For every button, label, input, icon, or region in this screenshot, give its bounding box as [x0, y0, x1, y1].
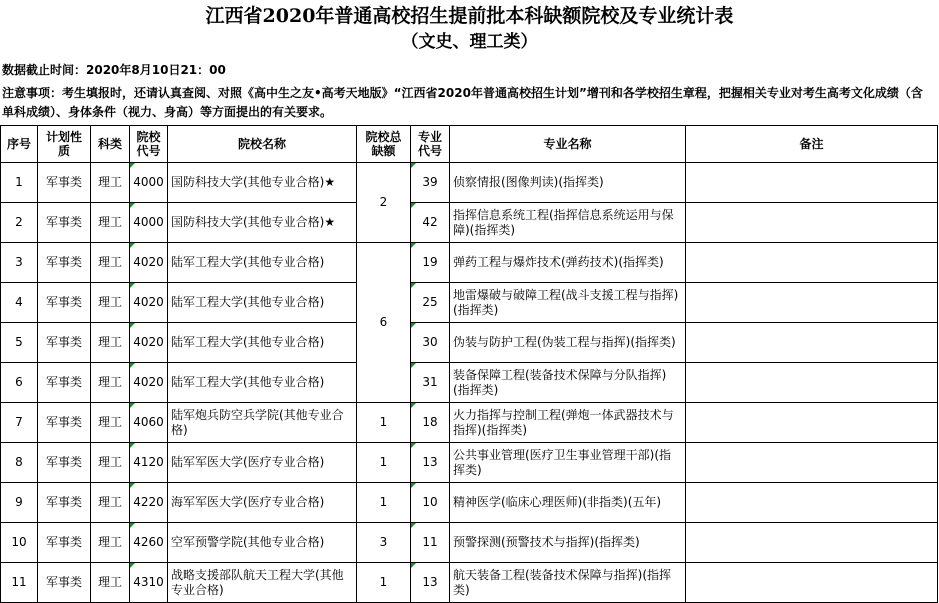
cell-major-code: 13 — [411, 563, 450, 603]
header-category: 科类 — [91, 126, 130, 163]
cell-school-code: 4310 — [130, 563, 168, 603]
cell-school-name: 陆军工程大学(其他专业合格) — [168, 323, 357, 363]
cell-school-name: 陆军工程大学(其他专业合格) — [168, 243, 357, 283]
cell-major-name: 装备保障工程(装备技术保障与分队指挥)(指挥类) — [450, 363, 686, 403]
cell-major-name: 精神医学(临床心理医师)(非指类)(五年) — [450, 483, 686, 523]
header-school-total: 院校总缺额 — [357, 126, 411, 163]
cell-school-code: 4020 — [130, 283, 168, 323]
cell-major-code: 30 — [411, 323, 450, 363]
quota-table — [0, 125, 938, 603]
cell-major-name: 公共事业管理(医疗卫生事业管理干部)(指挥类) — [450, 443, 686, 483]
table-row — [1, 323, 938, 363]
cell-school-total: 1 — [357, 563, 411, 603]
header-plan-type: 计划性质 — [38, 126, 91, 163]
cell-school-code: 4260 — [130, 523, 168, 563]
cell-category: 理工 — [91, 523, 130, 563]
cell-seq: 7 — [1, 403, 38, 443]
page-title: 江西省2020年普通高校招生提前批本科缺额院校及专业统计表 — [205, 5, 734, 27]
cell-major-code: 11 — [411, 523, 450, 563]
cell-seq: 6 — [1, 363, 38, 403]
cell-school-name: 陆军炮兵防空兵学院(其他专业合格) — [168, 403, 357, 443]
cell-seq: 3 — [1, 243, 38, 283]
cell-major-code: 18 — [411, 403, 450, 443]
cell-major-name: 预警探测(预警技术与指挥)(指挥类) — [450, 523, 686, 563]
header-remark: 备注 — [686, 126, 938, 163]
cell-major-code: 25 — [411, 283, 450, 323]
cell-school-total: 1 — [357, 443, 411, 483]
cell-plan-type: 军事类 — [38, 403, 91, 443]
cell-major-name: 航天装备工程(装备技术保障与指挥)(指挥类) — [450, 563, 686, 603]
header-major-code: 专业代号 — [411, 126, 450, 163]
header-school-code: 院校代号 — [130, 126, 168, 163]
cell-major-code: 39 — [411, 163, 450, 203]
table-row — [1, 483, 938, 523]
cell-major-code: 10 — [411, 483, 450, 523]
cell-remark — [686, 403, 938, 443]
cell-category: 理工 — [91, 243, 130, 283]
cell-school-name: 陆军军医大学(医疗专业合格) — [168, 443, 357, 483]
cell-major-name: 火力指挥与控制工程(弹炮一体武器技术与指挥)(指挥类) — [450, 403, 686, 443]
cell-school-code: 4000 — [130, 163, 168, 203]
cell-major-name: 地雷爆破与破障工程(战斗支援工程与指挥)(指挥类) — [450, 283, 686, 323]
page-subtitle: （文史、理工类） — [401, 32, 538, 52]
table-header-row — [1, 126, 938, 163]
cell-category: 理工 — [91, 323, 130, 363]
cell-seq: 1 — [1, 163, 38, 203]
cell-major-name: 侦察情报(图像判读)(指挥类) — [450, 163, 686, 203]
header-seq: 序号 — [1, 126, 38, 163]
table-row — [1, 243, 938, 283]
header-school-name: 院校名称 — [168, 126, 357, 163]
cell-plan-type: 军事类 — [38, 483, 91, 523]
cell-school-name: 战略支援部队航天工程大学(其他专业合格) — [168, 563, 357, 603]
cell-category: 理工 — [91, 483, 130, 523]
cell-major-name: 指挥信息系统工程(指挥信息系统运用与保障)(指挥类) — [450, 203, 686, 243]
cell-school-name: 国防科技大学(其他专业合格)★ — [168, 163, 357, 203]
cell-remark — [686, 483, 938, 523]
cell-seq: 2 — [1, 203, 38, 243]
notes-text: 注意事项：考生填报时，还请认真查阅、对照《高中生之友•高考天地版》“江西省2020年普通高校招生计划”增刊和各学校招生章程，把握相关专业对考生高考文化成绩（含单科成绩）、身体条件（视力、身高）等方面提出的有关要求。 — [2, 86, 923, 119]
table-row — [1, 523, 938, 563]
cell-school-code: 4220 — [130, 483, 168, 523]
cell-plan-type: 军事类 — [38, 283, 91, 323]
cell-seq: 9 — [1, 483, 38, 523]
cell-school-total: 6 — [357, 243, 411, 403]
cell-category: 理工 — [91, 443, 130, 483]
cell-plan-type: 军事类 — [38, 243, 91, 283]
cell-seq: 5 — [1, 323, 38, 363]
cell-school-total: 1 — [357, 483, 411, 523]
cell-major-code: 31 — [411, 363, 450, 403]
cell-school-code: 4020 — [130, 363, 168, 403]
cell-major-code: 19 — [411, 243, 450, 283]
cell-remark — [686, 203, 938, 243]
cell-category: 理工 — [91, 363, 130, 403]
cell-seq: 4 — [1, 283, 38, 323]
cell-category: 理工 — [91, 403, 130, 443]
cell-remark — [686, 563, 938, 603]
cell-school-name: 陆军工程大学(其他专业合格) — [168, 283, 357, 323]
cell-school-name: 空军预警学院(其他专业合格) — [168, 523, 357, 563]
cell-school-code: 4020 — [130, 243, 168, 283]
cell-plan-type: 军事类 — [38, 323, 91, 363]
cell-seq: 10 — [1, 523, 38, 563]
table-row — [1, 163, 938, 203]
cell-remark — [686, 363, 938, 403]
cell-category: 理工 — [91, 563, 130, 603]
cell-school-name: 国防科技大学(其他专业合格)★ — [168, 203, 357, 243]
cell-plan-type: 军事类 — [38, 523, 91, 563]
cell-school-code: 4020 — [130, 323, 168, 363]
cell-plan-type: 军事类 — [38, 563, 91, 603]
cell-school-total: 2 — [357, 163, 411, 243]
table-row — [1, 563, 938, 603]
cell-remark — [686, 243, 938, 283]
cell-plan-type: 军事类 — [38, 363, 91, 403]
cell-major-code: 42 — [411, 203, 450, 243]
cell-remark — [686, 163, 938, 203]
cell-remark — [686, 523, 938, 563]
table-row — [1, 443, 938, 483]
table-row — [1, 203, 938, 243]
cell-school-code: 4000 — [130, 203, 168, 243]
cell-school-code: 4060 — [130, 403, 168, 443]
cell-school-name: 陆军工程大学(其他专业合格) — [168, 363, 357, 403]
cell-category: 理工 — [91, 283, 130, 323]
cell-category: 理工 — [91, 163, 130, 203]
cell-category: 理工 — [91, 203, 130, 243]
cell-remark — [686, 443, 938, 483]
table-row — [1, 283, 938, 323]
cell-seq: 11 — [1, 563, 38, 603]
cell-school-total: 1 — [357, 403, 411, 443]
cell-remark — [686, 283, 938, 323]
cell-plan-type: 军事类 — [38, 163, 91, 203]
cell-major-name: 伪装与防护工程(伪装工程与指挥)(指挥类) — [450, 323, 686, 363]
cell-remark — [686, 323, 938, 363]
cell-seq: 8 — [1, 443, 38, 483]
cell-major-code: 13 — [411, 443, 450, 483]
cell-school-name: 海军军医大学(医疗专业合格) — [168, 483, 357, 523]
cell-school-code: 4120 — [130, 443, 168, 483]
table-row — [1, 363, 938, 403]
cell-plan-type: 军事类 — [38, 443, 91, 483]
deadline-text: 数据截止时间：2020年8月10日21：00 — [2, 63, 226, 77]
cell-major-name: 弹药工程与爆炸技术(弹药技术)(指挥类) — [450, 243, 686, 283]
table-row — [1, 403, 938, 443]
cell-plan-type: 军事类 — [38, 203, 91, 243]
header-major-name: 专业名称 — [450, 126, 686, 163]
cell-school-total: 3 — [357, 523, 411, 563]
